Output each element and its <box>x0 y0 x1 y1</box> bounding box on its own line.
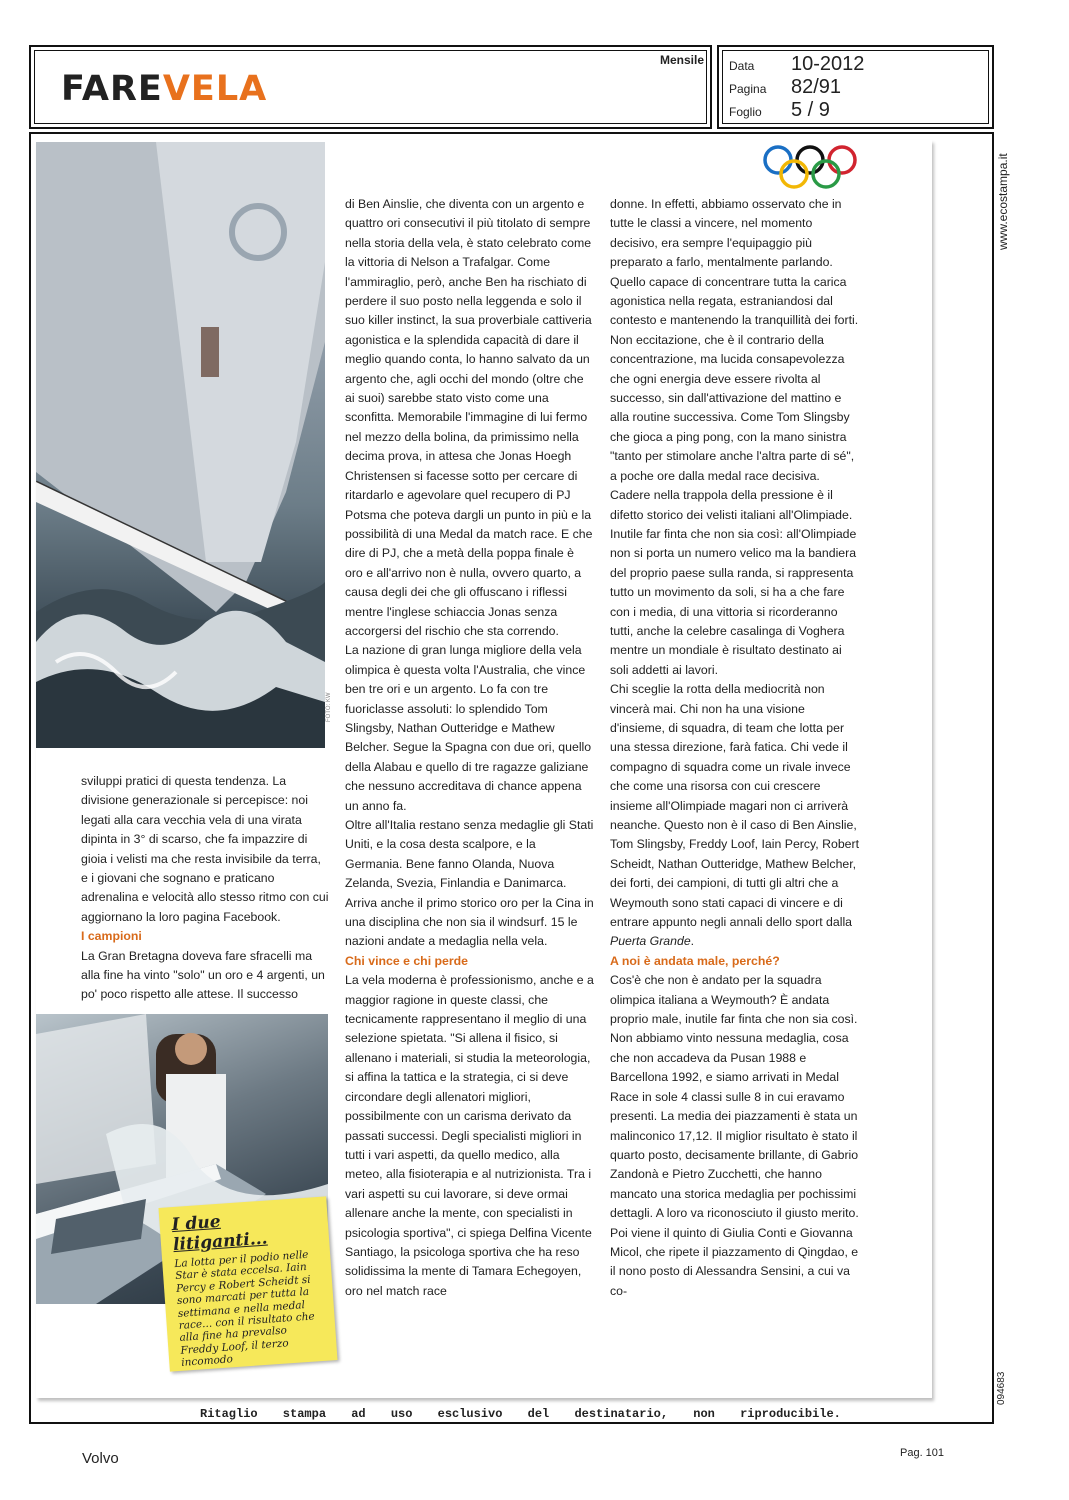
paragraph-italic: Puerta Grande <box>610 934 691 949</box>
sheet-label: Foglio <box>729 105 762 119</box>
sticky-note-caption <box>158 1196 337 1371</box>
paragraph-text: Chi sceglie la rotta della mediocrità non vincerà mai. Chi non ha una visione d'insieme, di squadra, di team che lotta per una stessa direzione, farà fatica. Chi vede il compagno di squadra come un rivale invece che come una risorsa con cui crescere insieme all'Olimpiade magari non ci arriverà neanche. Questo non è il caso di Ben Ainslie, Tom Slingsby, Freddy Loof, Iain Percy, Robert Scheidt, Nathan Outteridge, Mathew Belcher, dei forti, dei campioni, di tutti gli altri che a Weymouth sono stati capaci di vincere e di entrare appunto negli annali dello sport dalla <box>610 682 860 930</box>
section-heading-campioni: I campioni <box>81 929 142 944</box>
article-column-1 <box>81 772 331 1005</box>
note-title: I due litiganti... <box>171 1211 269 1256</box>
olympic-rings-icon <box>760 144 860 190</box>
article-column-2 <box>345 195 595 1301</box>
masthead-box <box>29 45 712 129</box>
paragraph: Oltre all'Italia restano senza medaglie gli Stati Uniti, e la cosa desta scalpore, e la Germania. Bene fanno Olanda, Nuova Zelanda, Svezia, Finlandia e Danimarca. Arriva anche il primo storico oro per la Cina in una disciplina che non sia il windsurf. 15 le nazioni andate a medaglia nella vela. <box>345 818 594 949</box>
paragraph: donne. In effetti, abbiamo osservato che in tutte le classi a vincere, nel momento decisivo, era sempre l'equipaggio più preparato a farlo, mentalmente parlando. Quello capace di concentrare tutta la carica agonistica nella regata, estraniandosi dal contesto e mantenendo la tranquillità dei forti. Non eccitazione, che è il contrario della concentrazione, ma lucida consapevolezza che ogni energia deve essere rivolta al successo, sin dall'attivazione del mattino e alla routine successiva. Come Tom Slingsby che gioca a ping pong, con la mano sinistra "tanto per stimolare anche l'altra parte di sé", a poche ore dalla medal race decisiva. <box>610 197 859 483</box>
side-url: www.ecostampa.it <box>996 153 1010 250</box>
article-column-3 <box>610 195 860 1301</box>
sail-illustration <box>36 142 325 748</box>
sheet-value: 5 / 9 <box>791 99 830 121</box>
note-body: La lotta per il podio nelle Star è stata eccelsa. Iain Percy e Robert Scheidt si sono marcati per tutta la settimana e nella medal race... con il risultato che alla fine ha prevalso Freddy Loof, il terzo incomodo <box>174 1248 316 1370</box>
date-value: 10-2012 <box>791 53 865 75</box>
issue-meta-box <box>717 45 994 129</box>
date-label: Data <box>729 59 755 73</box>
section-heading-chi-vince: Chi vince e chi perde <box>345 953 469 968</box>
paragraph-end: . <box>690 934 695 949</box>
footer-company: Volvo <box>82 1450 119 1467</box>
paragraph: Cos'è che non è andato per la squadra olimpica italiana a Weymouth? È andata proprio male, inutile far finta che non sia così. Non abbiamo vinto nessuna medaglia, cosa che non accadeva da Pusan 1988 e Barcellona 1992, e siamo arrivati in Medal Race in sole 4 classi sulle 8 in cui eravamo presenti. La media dei piazzamenti è stata un malinconico 17,12. Il miglior risultato è stato il quarto posto, decisamente brillante, di Gabrio Zandonà e Pietro Zucchetti, che hanno mancato una storica medaglia per pochissimi dettagli. A loro va riconosciuto il giusto merito. Poi viene il quinto di Giulia Conti e Giovanna Micol, che ripete il piazzamento di Qingdao, e il nono posto di Alessandra Sensini, a cui va co- <box>610 973 859 1298</box>
page-label: Pagina <box>729 82 767 96</box>
paragraph: La nazione di gran lunga migliore della vela olimpica è questa volta l'Australia, che vince ben tre ori e un argento. Lo fa con tre fuoriclasse assoluti: lo splendido Tom Slingsby, Nathan Outteridge e Mathew Belcher. Segue la Spagna con due ori, quello della Alabau e quello di tre ragazze galiziane che nessuno accreditava di chance appena un anno fa. <box>345 643 592 813</box>
magazine-logo <box>61 69 267 109</box>
paragraph: Cadere nella trappola della pressione è il difetto storico dei velisti italiani all'Olimpiade. Inutile far finta che non sia così: all'Olimpiade non si porta un numero velico ma la bandiera del proprio paese sulla randa, si rappresenta tutto un movimento da soli, si ha a che fare con i media, di una vittoria si ricorderanno tutti, anche la celebre casalinga di Voghera mentre un mondiale è risultato destinato ai soli addetti ai lavori. <box>610 488 857 677</box>
periodicity: Mensile <box>659 53 704 67</box>
photo-credit: FOTO: KW <box>326 692 332 722</box>
paragraph <box>610 680 860 952</box>
paragraph: di Ben Ainslie, che diventa con un argento e quattro ori consecutivi il più titolato di sempre nella storia della vela, è stato celebrato come la vittoria di Nelson a Trafalgar. Come l'ammiraglio, però, anche Ben ha rischiato di perdere il suo posto nella leggenda e solo il suo killer instinct, la sua proverbiale cattiveria agonistica e la splendida capacità di dare il meglio quando conta, lo hanno salvato da un argento che, agli occhi del mondo (oltre che ai suoi) sarebbe stato visto come una sconfitta. Memorabile l'immagine di lui fermo nel mezzo della bolina, da primissimo nella decima prova, in attesa che Jonas Hoegh Christensen si facesse sotto per cercare di ritardarlo e agevolare quel recupero di PJ Potsma che poteva dargli un punto in più e la possibilità di una Medal da match race. E che dire di PJ, che a metà della poppa finale è oro e all'arrivo non è nulla, ovvero quarto, a causa degli dei che gli offuscano i riflessi mentre l'inglese schiaccia Jonas senza accorgersi del rischio che sta correndo. <box>345 197 593 638</box>
logo-fare: FARE <box>61 69 163 109</box>
page-value: 82/91 <box>791 76 842 98</box>
side-code: 094683 <box>996 1371 1007 1405</box>
section-heading-noi: A noi è andata male, perché? <box>610 953 780 968</box>
meta-date <box>729 53 969 75</box>
sailing-photo-top <box>36 142 325 748</box>
paragraph: La vela moderna è professionismo, anche e a maggior ragione in queste classi, che tecnicamente rappresentano il meglio di una selezione spietata. "Si allena il fisico, si allenano i materiali, si studia la meteorologia, si affina la tattica e la strategia, ci si deve circondare degli allenatori migliori, possibilmente con un carisma derivato da passati successi. Degli specialisti migliori in tutti i vari aspetti, da quello medico, alla meteo, alla fisioterapia e al nutrizionista. Tra i vari aspetti su cui lavorare, si deve ormai allenare anche la mente, con specialisti in psicologia sportiva", ci spiega Delfina Vicente Santiago, la psicologa sportiva che ha reso solidissima la mente di Tamara Echegoyen, oro nel match race <box>345 973 594 1298</box>
logo-vela: VELA <box>162 69 268 109</box>
paragraph: La Gran Bretagna doveva fare sfracelli ma alla fine ha vinto "solo" un oro e 4 argenti, un po' poco rispetto alle attese. Il successo <box>81 948 325 1002</box>
meta-sheet <box>729 99 969 121</box>
paragraph: sviluppi pratici di questa tendenza. La divisione generazionale si percepisce: noi legati alla cara vecchia vela di una virata dipinta in 3° di scarso, che fa impazzire di gioia i velisti ma che resta invisibile da terra, e i giovani che sognano e praticano adrenalina e velocità allo stesso ritmo con cui aggiornano la loro pagina Facebook. <box>81 774 329 924</box>
footer-page-number: Pag. 101 <box>900 1447 945 1459</box>
disclaimer-text: Ritaglio stampa ad uso esclusivo del destinatario, non riproducibile. <box>200 1407 841 1421</box>
meta-page <box>729 76 969 98</box>
